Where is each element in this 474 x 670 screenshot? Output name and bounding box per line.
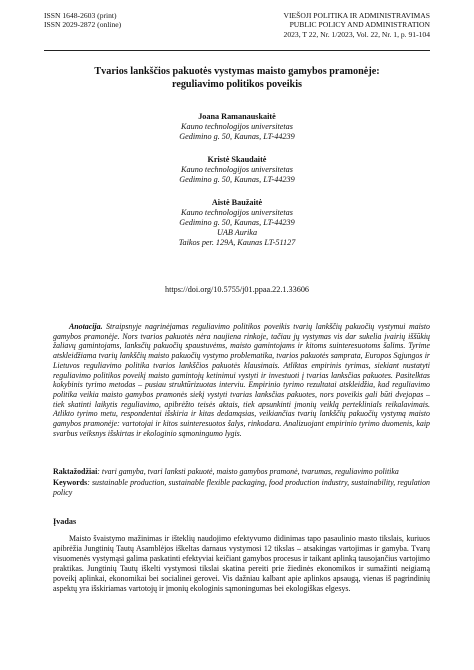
- author-address: Gedimino g. 50, Kaunas, LT-44239: [179, 218, 295, 227]
- author-address-2: Taikos per. 129A, Kaunas LT-51127: [178, 238, 296, 247]
- journal-name-en: PUBLIC POLICY AND ADMINISTRATION: [289, 20, 430, 30]
- author-3: [44, 198, 430, 248]
- author-affiliation: Kauno technologijos universitetas: [181, 208, 293, 217]
- abstract-label: Anotacija.: [69, 322, 103, 331]
- author-affiliation: Kauno technologijos universitetas: [181, 165, 293, 174]
- issn-online: ISSN 2029-2872 (online): [44, 20, 122, 30]
- author-name: Kristė Skaudaitė: [207, 155, 267, 164]
- author-address: Gedimino g. 50, Kaunas, LT-44239: [179, 132, 295, 141]
- intro-paragraph: Maisto švaistymo mažinimas ir išteklių naudojimo efektyvumo didinimas tapo pasaulinio masto tikslais, kuriuos apibrėžia Jungtinių Tautų Asamblėjos iškeltas darnaus vystymosi 12 tikslas – atsakingas vartojimas ir gamyba. Tvarų visuomenės vystymąsi galima paskatinti efektyviai keičiant gamybos procesus ir taikant aplinką tausojančius vartojimo praktikas. Jungtinių Tautų iškelti vystymosi tikslai skatina pereiti prie žiedinės ekonomikos ir sumažinti neigiamą poveikį aplinkai, ekonomikai bei socialinei gerovei. Vis dažniau kalbant apie aplinkos apsaugą, vienas iš pagrindinių aspektų yra išskiriamas vartotojų ir įmonių ekologinis sąmoningumas bei ekologiškas elgesys.: [53, 534, 430, 593]
- paper-title: [44, 66, 430, 91]
- abstract-text: Straipsnyje nagrinėjamas reguliavimo politikos poveikis tvarių lankščių pakuočių vystymui maisto gamybos pramonėje. Nors tvarios pakuotės nėra naujiena rinkoje, tačiau jų vystymas vis dar sukelia įvairių iššūkių žaliavų gamintojams, lanksčių pakuočių spaustuvėms, maisto gamintojams ir kitoms suinteresuotoms šalims. Tyrime atskleidžiama tvarių lankščių maisto pakuočių vystymo problematika, tvarios pakuotės samprata, Europos Sąjungos ir Lietuvos reguliavimo politika tvarios lankščios pakuotės klausimais. Atliktas empirinis tyrimas, siekiant nustatyti reguliavimo politikos poveikį maisto gamintojų ketinimui vystyti ir investuoti į tvarias lanksčias pakuotes. Pasitelktas kokybinis tyrimo metodas – pusiau struktūrizuotas interviu. Empirinio tyrimo rezultatai atskleidžia, kad reguliavimo politika veikia maisto gamybos pramonės siekį vystyti tvarias lanksčias pakuotes, nors poveikis gali būti dvejopas – tiek skatinti laikytis reguliavimo, apibrėžto teisės aktais, tiek apsunkinti įmonių veiklą perteklinials reikalavimais. Atlikto tyrimo metu, respondentai išskiria ir kitas dedamąsias, veikiančias tvarių lankščių pakuočių vystymą maisto gamybos pramonėje: vartotojai ir kitos suinteresuotos šalys, rinkodara. Analizuojant empirinio tyrimo duomenis, kaip svarbus veiksnys išskirtas ir ekologinio sąmoningumo lygis.: [53, 322, 430, 438]
- journal-block: [284, 11, 430, 39]
- keywords-lt: [53, 467, 430, 477]
- author-affiliation-2: UAB Aurika: [216, 228, 258, 237]
- keywords-en: [53, 478, 430, 497]
- journal-issue: 2023, T 22, Nr. 1/2023, Vol. 22, Nr. 1, p. 91-104: [283, 29, 430, 39]
- keywords-lt-label: Raktažodžiai: [53, 467, 98, 476]
- section-title-intro: Įvadas: [53, 517, 77, 526]
- issn-print: ISSN 1648-2603 (print): [44, 11, 117, 20]
- author-name: Aistė Baužaitė: [211, 198, 263, 207]
- author-address: Gedimino g. 50, Kaunas, LT-44239: [179, 175, 295, 184]
- journal-name-lt: VIEŠOJI POLITIKA IR ADMINISTRAVIMAS: [283, 11, 430, 20]
- author-1: [44, 112, 430, 142]
- author-name: Joana Ramanauskaitė: [198, 112, 276, 121]
- doi-link[interactable]: https://doi.org/10.5755/j01.ppaa.22.1.33606: [164, 285, 310, 294]
- header-divider: [44, 50, 430, 51]
- paper-title-line-2: reguliavimo politikos poveikis: [171, 78, 302, 90]
- author-affiliation: Kauno technologijos universitetas: [181, 122, 293, 131]
- paper-title-line-1: Tvarios lankščios pakuotės vystymas maisto gamybos pramonėje:: [94, 66, 380, 77]
- author-2: [44, 155, 430, 185]
- keywords-en-text: : sustainable production, sustainable flexible packaging, food production industry, sustainability, regulation policy: [53, 478, 430, 497]
- keywords-lt-text: : tvari gamyba, tvari lanksti pakuotė, maisto gamybos pramonė, tvarumas, reguliavimo politika: [97, 467, 399, 476]
- abstract: [53, 322, 430, 438]
- keywords-en-label: Keywords: [53, 478, 88, 487]
- issn-block: [44, 11, 121, 30]
